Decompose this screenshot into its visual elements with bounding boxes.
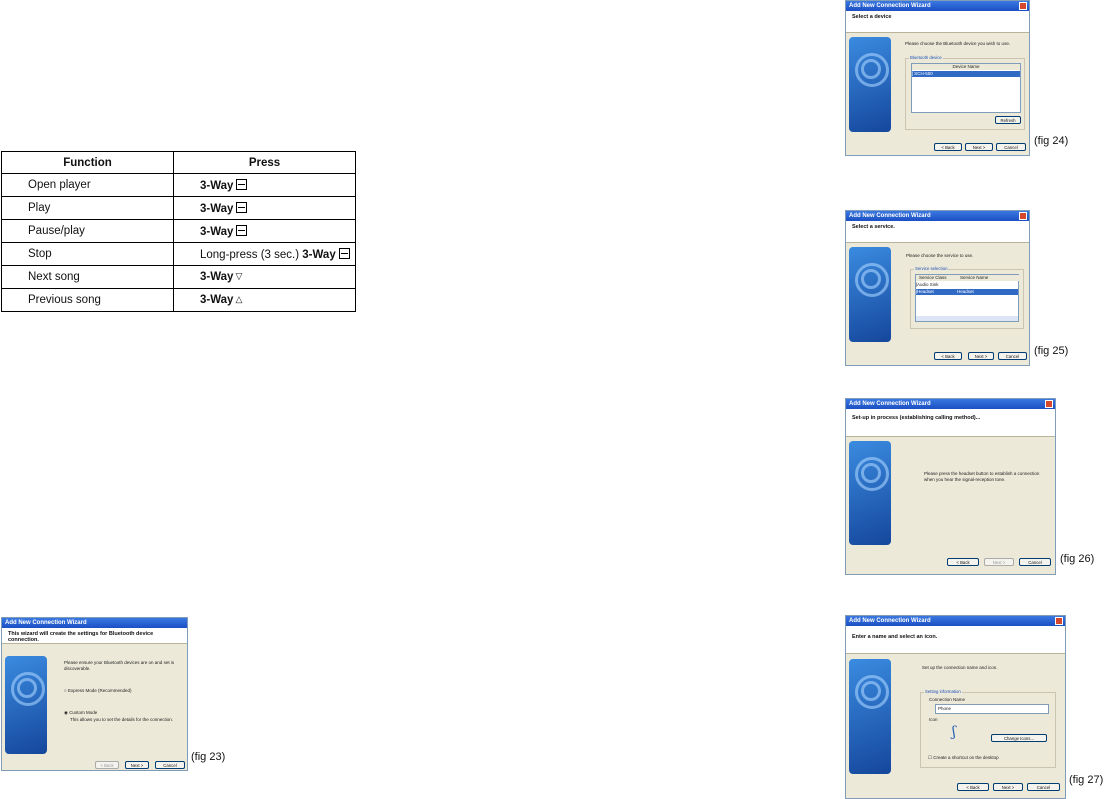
- press-cell: [174, 243, 356, 266]
- press-cell: [174, 220, 356, 243]
- function-header: Function: [2, 152, 174, 174]
- back-button[interactable]: < Back: [934, 143, 962, 151]
- key-name: 3-Way: [200, 179, 234, 192]
- wizard-side-image: [849, 247, 891, 342]
- device-name-column-header: Device Name: [912, 64, 1020, 70]
- cancel-button[interactable]: Cancel: [1019, 558, 1051, 566]
- intro-text: Please ensure your Bluetooth devices are on and set is discoverable.: [64, 660, 175, 671]
- wizard-window-fig27: [845, 615, 1066, 799]
- express-mode-radio[interactable]: ○ Express Mode (Recommended): [64, 688, 132, 693]
- cancel-button[interactable]: Cancel: [1027, 783, 1060, 791]
- wizard-side-image: [849, 37, 891, 132]
- cancel-button[interactable]: Cancel: [998, 352, 1027, 360]
- press-header: Press: [174, 152, 356, 174]
- connection-name-input[interactable]: Phone: [935, 704, 1049, 714]
- table-header-row: [2, 152, 356, 174]
- custom-mode-radio[interactable]: ◉ Custom Mode: [64, 710, 98, 715]
- custom-mode-note: This allows you to set the details for the connection.: [70, 717, 174, 722]
- next-button[interactable]: Next >: [965, 143, 993, 151]
- table-row: [2, 197, 356, 220]
- window-title: Add New Connection Wizard: [846, 211, 1029, 221]
- next-button[interactable]: Next >: [993, 783, 1023, 791]
- wizard-header: Select a device: [846, 11, 1029, 33]
- next-button[interactable]: Next >: [984, 558, 1014, 566]
- press-cell: [174, 266, 356, 289]
- connection-name-label: Connection Name: [929, 697, 966, 702]
- down-arrow-icon: ▽: [235, 271, 243, 281]
- back-button[interactable]: < Back: [957, 783, 989, 791]
- wizard-header: Set-up in process (establishing calling method)...: [846, 409, 1055, 437]
- service-list[interactable]: [915, 274, 1019, 322]
- press-cell: [174, 197, 356, 220]
- key-name: 3-Way: [302, 248, 336, 261]
- menu-key-icon: [236, 225, 247, 236]
- next-button[interactable]: Next >: [125, 761, 149, 769]
- service-class: Audio Sink: [917, 282, 939, 287]
- function-cell: Next song: [2, 266, 174, 289]
- fig27-label: (fig 27): [1069, 774, 1104, 786]
- close-icon[interactable]: [1055, 617, 1063, 625]
- next-button[interactable]: Next >: [968, 352, 994, 360]
- device-list[interactable]: [911, 63, 1021, 113]
- wizard-window-fig24: [845, 0, 1030, 156]
- group-label: Setting information: [925, 689, 961, 694]
- table-row: [2, 174, 356, 197]
- service-class: Headset: [917, 289, 934, 294]
- key-name: 3-Way: [200, 294, 234, 306]
- cancel-button[interactable]: Cancel: [155, 761, 185, 769]
- window-title: Add New Connection Wizard: [846, 616, 1065, 626]
- service-row-headset[interactable]: ʃHeadset Headset: [916, 289, 1018, 295]
- key-name: 3-Way: [200, 225, 234, 238]
- window-title: Add New Connection Wizard: [846, 399, 1055, 409]
- cancel-button[interactable]: Cancel: [996, 143, 1026, 151]
- press-cell: [174, 174, 356, 197]
- headset-image: [849, 441, 891, 545]
- close-icon[interactable]: [1019, 2, 1027, 10]
- menu-key-icon: [236, 202, 247, 213]
- wizard-header: Enter a name and select an icon.: [846, 626, 1065, 654]
- fig26-label: (fig 26): [1060, 553, 1095, 565]
- close-icon[interactable]: [1045, 400, 1053, 408]
- function-cell: Stop: [2, 243, 174, 266]
- group-label: Service selection: [915, 266, 948, 271]
- service-name: Headset: [957, 289, 974, 294]
- function-cell: Open player: [2, 174, 174, 197]
- fig25-label: (fig 25): [1034, 345, 1069, 357]
- wizard-window-fig23: [1, 617, 188, 771]
- custom-mode-label: Custom Mode: [69, 710, 98, 715]
- key-name: 3-Way: [200, 202, 234, 215]
- service-name-column-header: Service Name: [957, 275, 1021, 281]
- press-prefix: Long-press (3 sec.): [200, 248, 303, 261]
- icon-label: Icon: [929, 717, 938, 722]
- instruction-text: Please press the headset button to establish a connection when you hear the signal-reception tone.: [924, 471, 1040, 482]
- desktop-shortcut-checkbox[interactable]: ☐ Create a shortcut on the desktop: [928, 755, 999, 760]
- wizard-header: Select a service.: [846, 221, 1029, 243]
- key-name: 3-Way: [200, 271, 234, 283]
- back-button[interactable]: < Back: [947, 558, 979, 566]
- fig24-label: (fig 24): [1034, 135, 1069, 147]
- intro-text: Set up the connection name and icon.: [922, 665, 998, 670]
- wizard-side-image: [5, 656, 47, 754]
- intro-text: Please choose the service to use.: [906, 253, 974, 258]
- headset-icon: ʃ: [952, 724, 956, 740]
- service-row-audio-sink[interactable]: ʃAudio Sink: [916, 282, 939, 287]
- function-cell: Previous song: [2, 289, 174, 312]
- wizard-header: This wizard will create the settings for Bluetooth device connection.: [2, 628, 187, 644]
- function-cell: Pause/play: [2, 220, 174, 243]
- group-label: Bluetooth device: [910, 55, 942, 60]
- horizontal-scrollbar[interactable]: [916, 316, 1018, 321]
- window-title: Add New Connection Wizard: [2, 618, 187, 628]
- table-row: [2, 220, 356, 243]
- headset-image: [849, 659, 891, 774]
- express-mode-label: Express Mode (Recommended): [67, 688, 132, 693]
- menu-key-icon: [236, 179, 247, 190]
- window-title: Add New Connection Wizard: [846, 1, 1029, 11]
- menu-key-icon: [339, 248, 350, 259]
- back-button[interactable]: < Back: [95, 761, 119, 769]
- up-arrow-icon: △: [235, 294, 243, 304]
- shortcut-label: Create a shortcut on the desktop: [933, 755, 999, 760]
- close-icon[interactable]: [1019, 212, 1027, 220]
- back-button[interactable]: < Back: [934, 352, 962, 360]
- change-icons-button[interactable]: Change Icons...: [991, 734, 1047, 742]
- function-table: [1, 151, 356, 312]
- service-class-column-header: Service Class: [916, 275, 957, 281]
- intro-text: Please choose the Bluetooth device you wish to use.: [905, 41, 1011, 46]
- table-row: [2, 243, 356, 266]
- device-name: SCH-550: [914, 71, 933, 76]
- table-row: [2, 266, 356, 289]
- wizard-window-fig26: [845, 398, 1056, 575]
- table-row: [2, 289, 356, 312]
- fig23-label: (fig 23): [191, 751, 226, 763]
- device-list-item[interactable]: ʃ SCH-550: [912, 71, 1020, 77]
- refresh-button[interactable]: Refresh: [995, 116, 1021, 124]
- press-cell: [174, 289, 356, 312]
- function-cell: Play: [2, 197, 174, 220]
- wizard-window-fig25: [845, 210, 1030, 366]
